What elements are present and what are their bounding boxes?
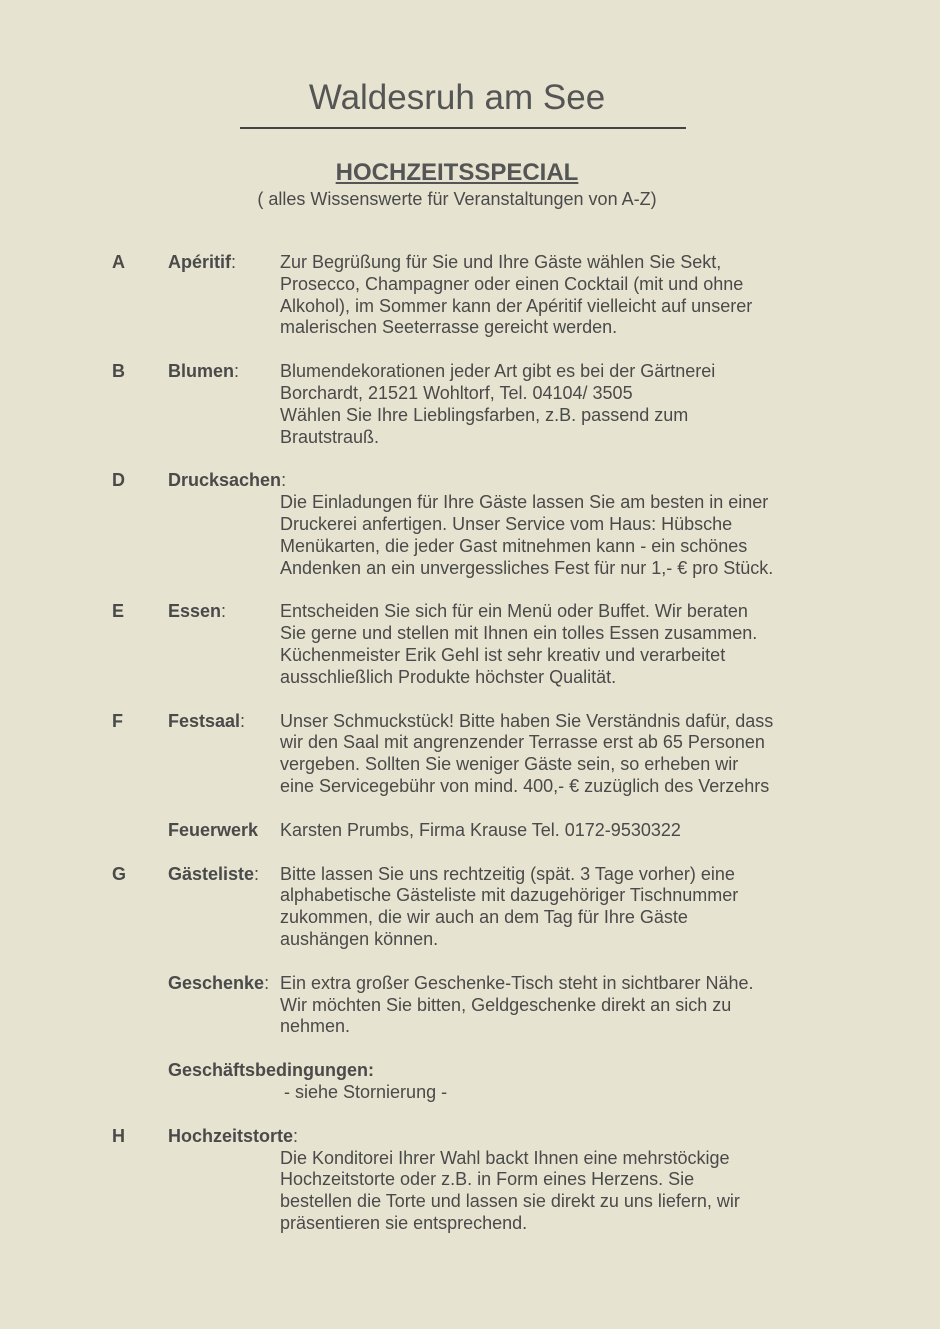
entry-letter: F: [112, 710, 123, 731]
entry-text: Zur Begrüßung für Sie und Ihre Gäste wählen Sie Sekt, Prosecco, Champagner oder einen Cocktail (mit und ohne Alkohol), im Sommer kann der Apéritif vielleicht auf unserer malerischen Seeterrasse gereicht werden.: [280, 252, 753, 338]
entry-text: Entscheiden Sie sich für ein Menü oder Buffet. Wir beraten Sie gerne und stellen mit Ihnen ein tolles Essen zusammen. Küchenmeister Erik Gehl ist sehr kreativ und verarbeitet ausschließlich Produkte höchster Qualität.: [280, 601, 758, 687]
entry-term: Hochzeitstorte:: [168, 1125, 299, 1146]
entry-blumen: [0, 361, 940, 448]
entry-text: - siehe Stornierung -: [284, 1081, 448, 1102]
entry-letter: D: [112, 470, 125, 491]
entry-term: Geschäftsbedingungen:: [168, 1060, 375, 1081]
entry-text: Ein extra großer Geschenke-Tisch steht in sichtbarer Nähe. Wir möchten Sie bitten, Geldgeschenke direkt an sich zu nehmen.: [280, 972, 754, 1037]
entry-list: [0, 252, 940, 1257]
entry-letter: A: [112, 252, 125, 272]
entry-term: Geschenke:: [168, 972, 270, 993]
entry-text: Blumendekorationen jeder Art gibt es bei der Gärtnerei Borchardt, 21521 Wohltorf, Tel. 04104/ 3505 Wählen Sie Ihre Lieblingsfarben, z.B. passend zum Brautstrauß.: [280, 361, 716, 447]
entry-term: Drucksachen:: [168, 470, 287, 491]
entry-geschaeftsbedingungen: [0, 1060, 940, 1104]
entry-term: Gästeliste:: [168, 863, 260, 884]
title-divider: [240, 127, 686, 129]
entry-feuerwerk: [0, 820, 940, 842]
entry-term: Essen:: [168, 601, 227, 622]
entry-aperitif: [0, 252, 940, 339]
entry-drucksachen: [0, 470, 940, 579]
entry-term: Blumen:: [168, 361, 240, 382]
entry-text: Bitte lassen Sie uns rechtzeitig (spät. 3 Tage vorher) eine alphabetische Gästeliste mit dazugehöriger Tischnummer zukommen, die wir auch an dem Tag für Ihre Gäste aushängen können.: [280, 863, 739, 949]
entry-text: Unser Schmuckstück! Bitte haben Sie Verständnis dafür, dass wir den Saal mit angrenzender Terrasse erst ab 65 Personen vergeben. Sollten Sie weniger Gäste sein, so erheben wir eine Servicegebühr von mind. 400,- € zuzüglich des Verzehrs: [280, 710, 774, 796]
entry-gaesteliste: [0, 864, 940, 951]
entry-hochzeitstorte: [0, 1126, 940, 1235]
entry-letter: E: [112, 601, 125, 622]
entry-festsaal: [0, 711, 940, 798]
entry-text: Karsten Prumbs, Firma Krause Tel. 0172-9530322: [280, 819, 681, 840]
entry-term: Apéritif:: [168, 252, 237, 272]
entry-letter: B: [112, 361, 125, 382]
special-title: HOCHZEITSSPECIAL: [335, 159, 579, 186]
entry-term: Feuerwerk: [168, 819, 259, 840]
entry-letter: H: [112, 1125, 125, 1146]
entry-geschenke: [0, 973, 940, 1038]
special-subtitle: ( alles Wissenswerte für Veranstaltungen von A-Z): [257, 189, 657, 209]
entry-text: Die Einladungen für Ihre Gäste lassen Sie am besten in einer Druckerei anfertigen. Unser Service vom Haus: Hübsche Menükarten, die jeder Gast mitnehmen kann - ein schönes Andenken an ein unvergessliches Fest für nur 1,- € pro Stück.: [280, 492, 774, 578]
page-title: Waldesruh am See: [308, 78, 606, 117]
entry-text: Die Konditorei Ihrer Wahl backt Ihnen eine mehrstöckige Hochzeitstorte oder z.B. in Form eines Herzens. Sie bestellen die Torte und lassen sie direkt zu uns liefern, wir präsentieren sie entsprechend.: [280, 1147, 740, 1233]
entry-term: Festsaal:: [168, 710, 246, 731]
entry-letter: G: [112, 863, 127, 884]
entry-essen: [0, 601, 940, 688]
